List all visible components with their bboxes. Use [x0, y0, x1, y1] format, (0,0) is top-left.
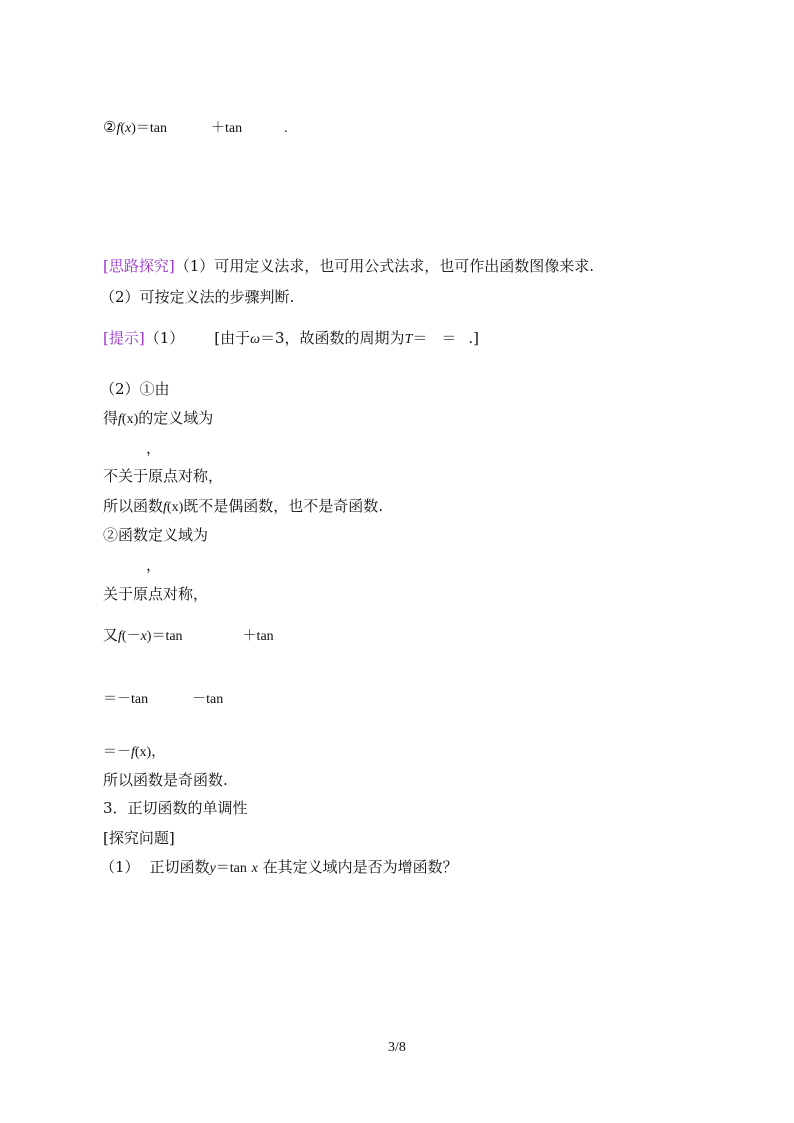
question-1: （1） 正切函数y＝tan x 在其定义域内是否为增函数？ — [100, 858, 458, 876]
section-3-heading: 3．正切函数的单调性 — [103, 799, 248, 817]
page-number: 3/8 — [388, 1040, 406, 1055]
part2-line-7: 又f(－x)＝tan ＋tan — [103, 626, 274, 644]
silu-line: [思路探究]（1）可用定义法求，也可用公式法求，也可作出函数图像来求. — [103, 257, 595, 275]
part2-line-8: ＝－tan －tan — [103, 692, 224, 707]
part2-line-2: 得f(x)的定义域为 — [103, 409, 214, 427]
part2-line-4: 所以函数f(x)既不是偶函数，也不是奇函数. — [103, 497, 384, 515]
tishi-line: [提示]（1） [由于ω＝3，故函数的周期为T＝ ＝ .] — [103, 329, 480, 347]
silu-line-2: （2）可按定义法的步骤判断. — [100, 288, 295, 306]
formula-line-2: ②f(x)＝tan ＋tan . — [103, 118, 288, 136]
explore-question-heading: [探究问题] — [103, 829, 175, 847]
part2-line-6: 关于原点对称， — [103, 585, 209, 603]
domain-comma-2: ， — [146, 556, 162, 574]
part2-line-9: ＝－f(x)， — [103, 745, 166, 760]
part2-line-3: 不关于原点对称， — [103, 467, 224, 485]
part2-line-1: （2）①由 — [100, 380, 170, 398]
domain-comma-1: ， — [146, 439, 162, 457]
part2-line-10: 所以函数是奇函数. — [103, 771, 228, 789]
part2-line-5: ②函数定义域为 — [103, 526, 209, 544]
